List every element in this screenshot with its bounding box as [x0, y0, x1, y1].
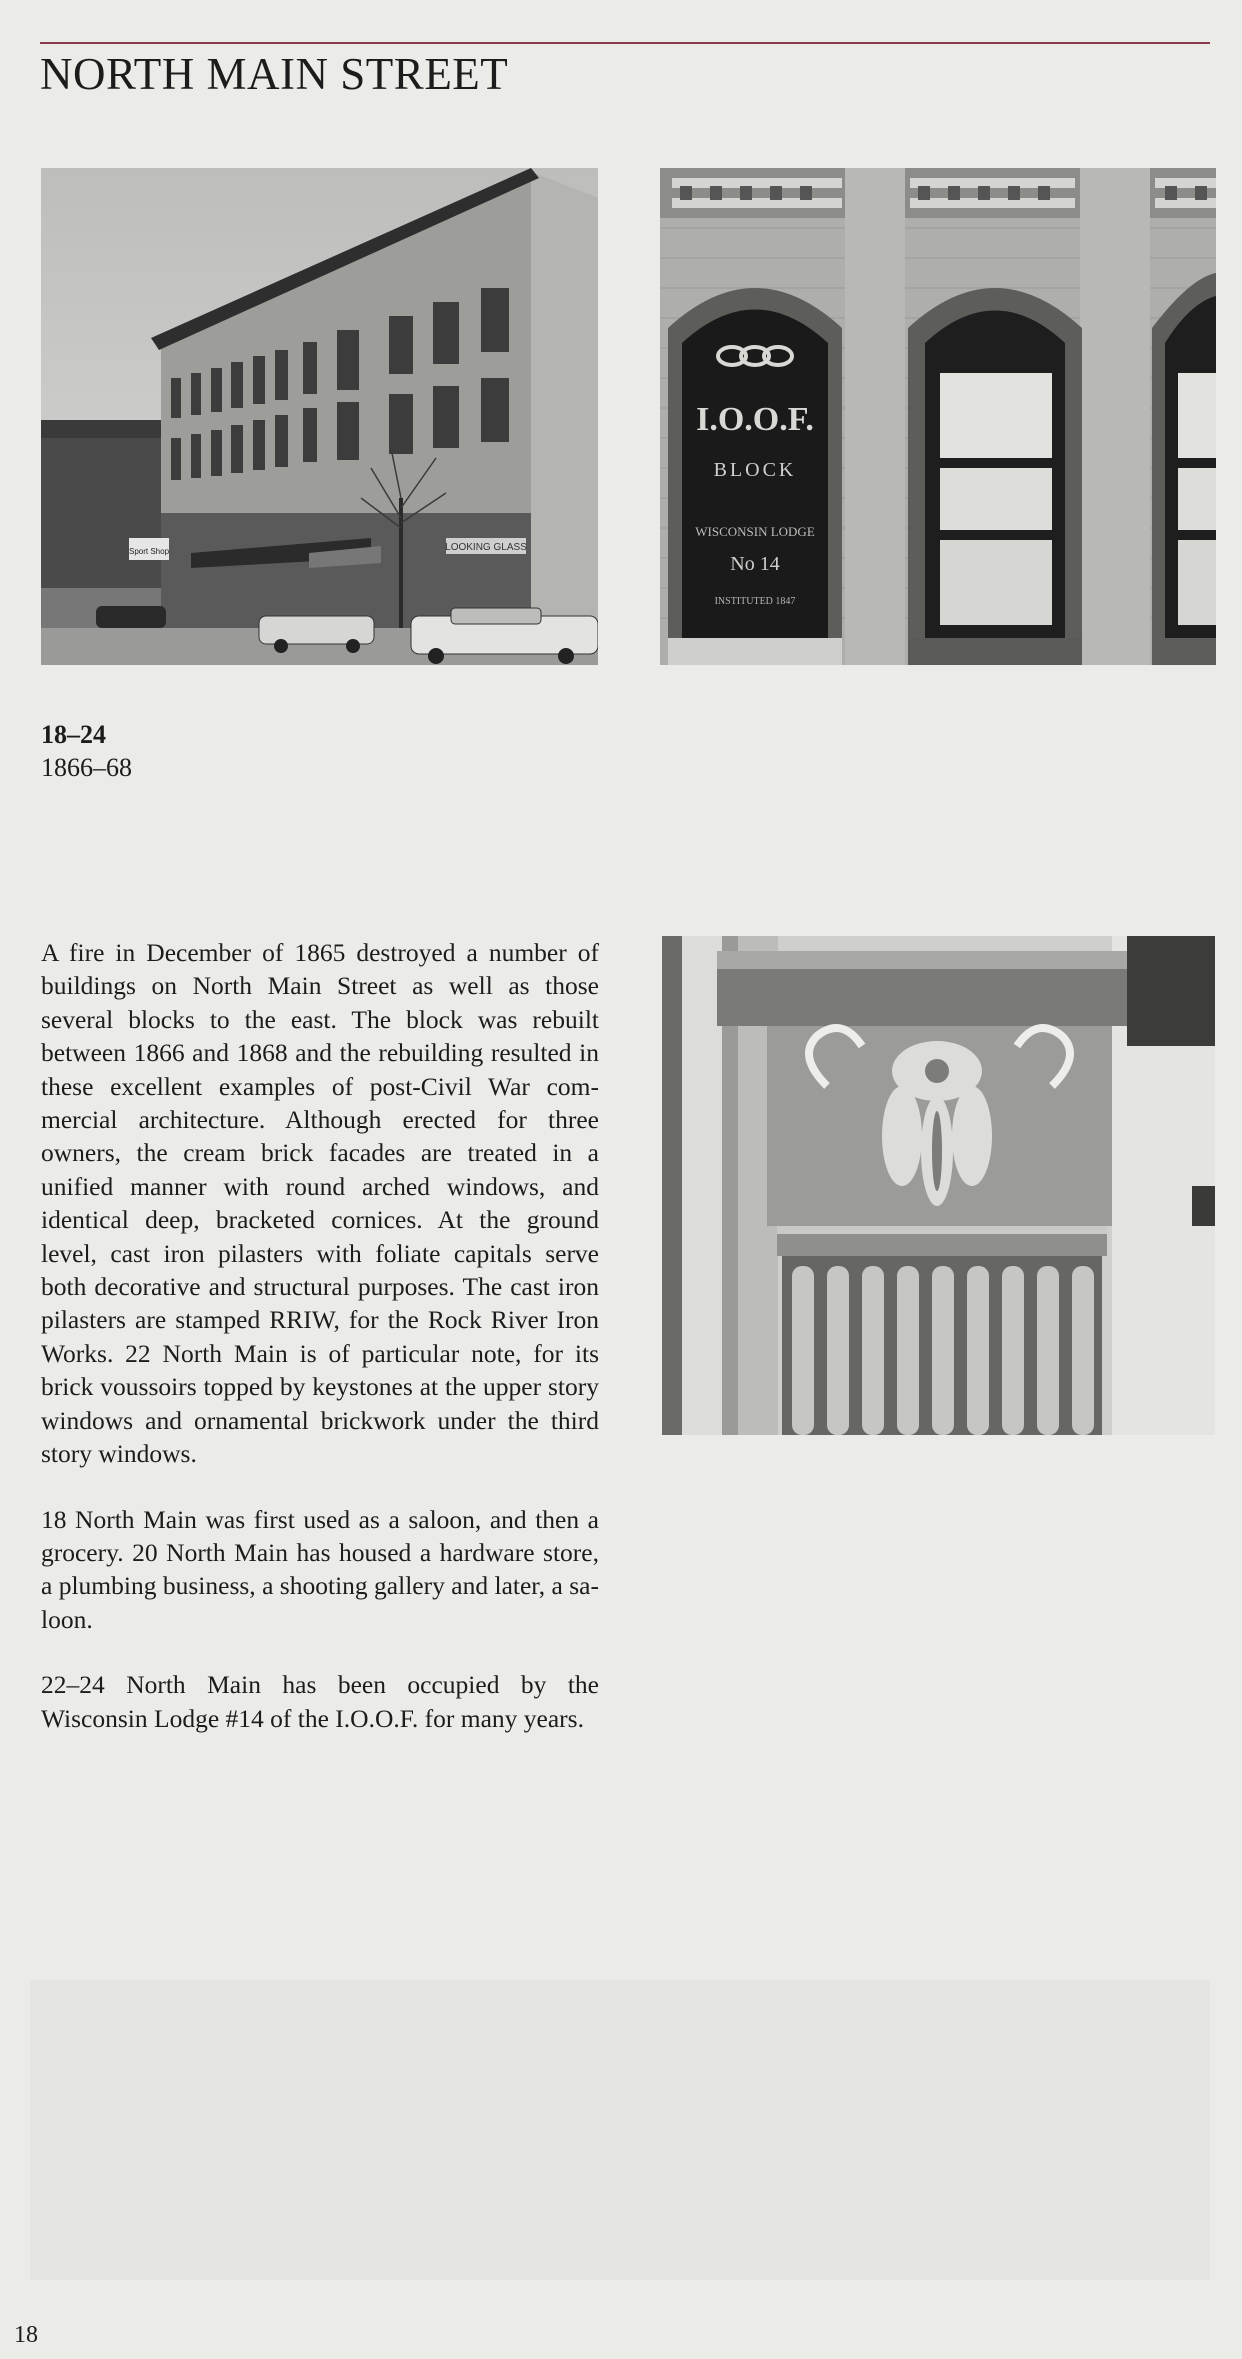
paragraph-lodge: 22–24 North Main has been occupied by the Wisconsin Lodge #14 of the I.O.O.F. for many years. [41, 1670, 599, 1733]
pilaster-capital-photo [662, 936, 1215, 1435]
entry-heading [41, 718, 132, 784]
page-title: NORTH MAIN STREET [40, 49, 509, 99]
sign-line-1: I.O.O.F. [696, 401, 814, 438]
sign-line-4: No 14 [730, 553, 780, 575]
shop-sign-text: Sport Shop [128, 547, 170, 556]
entry-number: 18–24 [41, 720, 106, 749]
top-rule [40, 42, 1210, 44]
paragraph-history: A fire in December of 1865 destroyed a number of buildings on North Main Street as well as those several blocks to the east. The block was rebuilt between 1866 and 1868 and the rebuilding resulted in these excellent examples of post-Civil War commercial architecture. Although erected for three owners, the cream brick facades are treated in a unified manner with round arched windows, and identical deep, bracketed cornices. At the ground level, cast iron pilasters with foliate capitals serve both decorative and structural purposes. The cast iron pilasters are stamped RRIW, for the Rock River Iron Works. 22 North Main is of particular note, for its brick voussoirs topped by keystones at the upper story windows and ornamental brickwork under the third story windows. [41, 938, 599, 1469]
sign-line-2: BLOCK [713, 459, 797, 481]
description-text [41, 936, 599, 1767]
street-building-photo [41, 168, 598, 665]
sign-line-3: WISCONSIN LODGE [695, 524, 815, 539]
page-background-shade [30, 1980, 1210, 2280]
page-number: 18 [14, 2322, 38, 2348]
paragraph-early-uses: 18 North Main was first used as a saloon, and then a grocery. 20 North Main has housed a hardware store, a plumbing business, a shooting gallery and later, a saloon. [41, 1504, 599, 1634]
entry-dates: 1866–68 [41, 753, 132, 782]
sign-line-5: INSTITUTED 1847 [714, 596, 796, 607]
storefront-sign-text: LOOKING GLASS [445, 542, 527, 553]
ioof-sign-photo [660, 168, 1216, 665]
